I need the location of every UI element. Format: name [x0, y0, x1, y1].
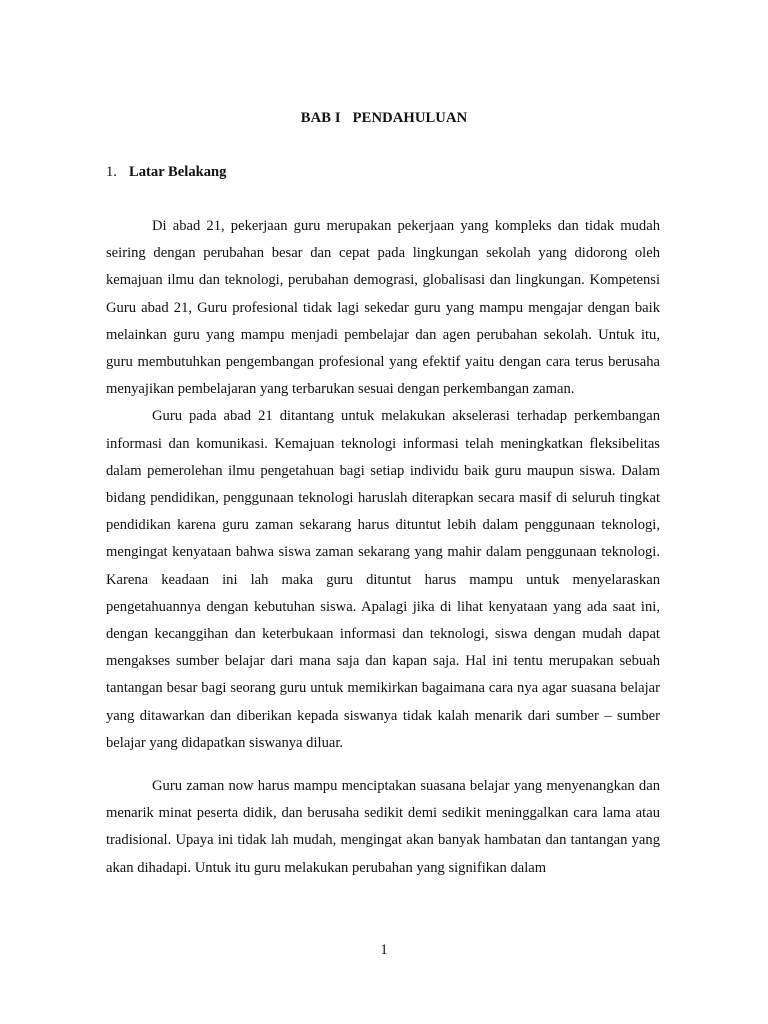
- document-body: [106, 213, 660, 882]
- chapter-title: PENDAHULUAN: [352, 110, 468, 126]
- chapter-label: BAB I: [300, 110, 341, 126]
- page-number: 1: [380, 942, 388, 958]
- paragraph-3: Guru zaman now harus mampu menciptakan suasana belajar yang menyenangkan dan menarik minat peserta didik, dan berusaha sedikit demi sedikit meninggalkan cara lama atau tradisional. Upaya ini tidak lah mudah, mengingat akan banyak hambatan dan tantangan yang akan dihadapi. Untuk itu guru melakukan perubahan yang signifikan dalam: [106, 778, 660, 876]
- chapter-heading: [0, 110, 768, 127]
- section-number: 1.: [106, 164, 117, 180]
- section-title: Latar Belakang: [129, 164, 227, 180]
- section-heading: [106, 164, 226, 181]
- paragraph-1: Di abad 21, pekerjaan guru merupakan pekerjaan yang kompleks dan tidak mudah seiring dengan perubahan besar dan cepat pada lingkungan sekolah yang didorong oleh kemajuan ilmu dan teknologi, perubahan demograsi, globalisasi dan lingkungan. Kompetensi Guru abad 21, Guru profesional tidak lagi sekedar guru yang mampu mengajar dengan baik melainkan guru yang mampu menjadi pembelajar dan agen perubahan sekolah. Untuk itu, guru membutuhkan pengembangan profesional yang efektif yaitu dengan cara terus berusaha menyajikan pembelajaran yang terbarukan sesuai dengan perkembangan zaman.: [106, 218, 660, 398]
- paragraph-2: Guru pada abad 21 ditantang untuk melakukan akselerasi terhadap perkembangan informasi dan komunikasi. Kemajuan teknologi informasi telah meningkatkan fleksibelitas dalam pemerolehan ilmu pengetahuan bagi setiap individu baik guru maupun siswa. Dalam bidang pendidikan, penggunaan teknologi haruslah diterapkan secara masif di seluruh tingkat pendidikan karena guru zaman sekarang harus dituntut lebih dalam penggunaan teknologi, mengingat kenyataan bahwa siswa zaman sekarang yang mahir dalam penggunaan teknologi. Karena keadaan ini lah maka guru dituntut harus mampu untuk menyelaraskan pengetahuannya dengan kebutuhan siswa. Apalagi jika di lihat kenyataan yang ada saat ini, dengan kecanggihan dan keterbukaan informasi dan teknologi, siswa dengan mudah dapat mengakses sumber belajar dari mana saja dan kapan saja. Hal ini tentu merupakan sebuah tantangan besar bagi seorang guru untuk memikirkan bagaimana cara nya agar suasana belajar yang ditawarkan dan diberikan kepada siswanya tidak kalah menarik dari sumber – sumber belajar yang didapatkan siswanya diluar.: [106, 408, 660, 751]
